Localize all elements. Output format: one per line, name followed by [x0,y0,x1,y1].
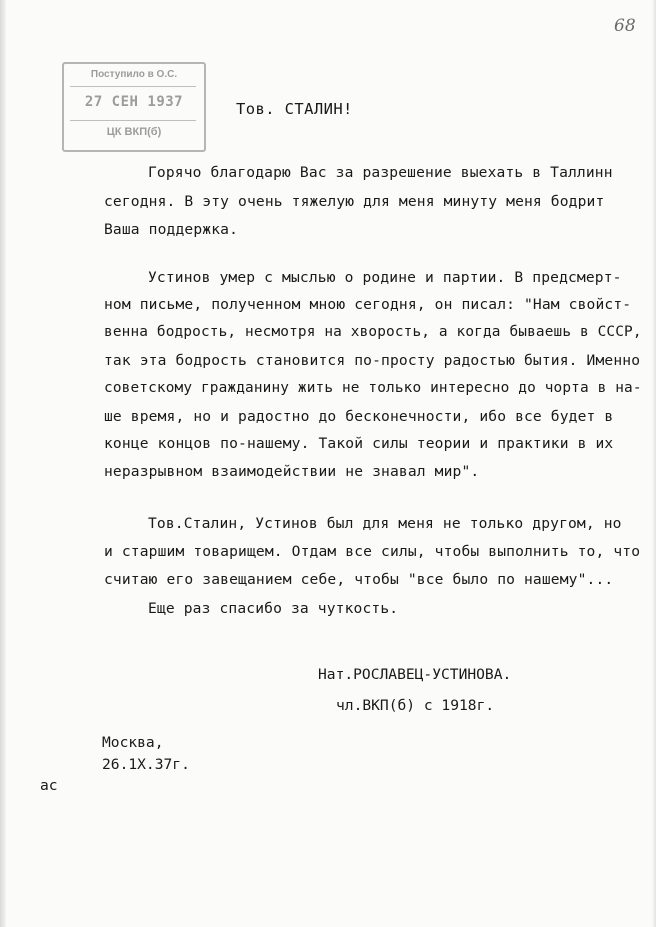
body-line: Тов.Сталин, Устинов был для меня не только другом, но [148,515,622,532]
received-stamp [62,62,206,152]
body-line: конце концов по-нашему. Такой силы теории и практики в их [104,435,614,452]
body-line: ше время, но и радостно до бесконечности, ибо все будет в [104,408,614,425]
body-line: и старшим товарищем. Отдам все силы, чтобы выполнить то, что [104,543,641,560]
body-line: Еще раз спасибо за чуткость. [148,600,399,617]
body-line: так эта бодрость становится по-просту радостью бытия. Именно [104,352,641,369]
signature-name: Нат.РОСЛАВЕЦ-УСТИНОВА. [318,666,512,683]
body-line: Устинов умер с мыслью о родине и партии. В предсмерт- [148,269,622,286]
page-edge-right [652,0,656,927]
stamp-divider [70,86,196,87]
body-line: неразрывном взаимодействии не знавал мир". [104,463,480,480]
body-line: венна бодрость, несмотря на хворость, а когда бываешь в СССР, [104,324,642,340]
body-line: считаю его завещанием себе, чтобы "все было по нашему"... [104,571,614,588]
letter-date: 26.1Х.37г. [102,756,190,773]
letter-salutation: Тов. СТАЛИН! [236,100,353,118]
stamp-date: 27 СЕН 1937 [84,94,184,110]
stamp-organization: ЦК ВКП(б) [106,126,162,138]
signature-party-membership: чл.ВКП(б) с 1918г. [336,697,495,714]
body-line: ном письме, полученном мною сегодня, он писал: "Нам свойст- [104,296,632,313]
typist-initials: ас [40,777,58,794]
stamp-received-label: Поступило в О.С. [90,69,178,80]
archive-page-number: 68 [614,16,636,36]
page-edge-left [0,0,6,927]
letter-place: Москва, [102,734,164,751]
body-line: Ваша поддержка. [104,221,239,238]
body-line: сегодня. В эту очень тяжелую для меня минуту меня бодрит [104,193,605,210]
body-line: Горячо благодарю Вас за разрешение выехать в Таллинн [148,164,613,181]
stamp-divider [70,120,196,121]
body-line: советскому гражданину жить не только интересно до чорта в на- [104,380,642,396]
